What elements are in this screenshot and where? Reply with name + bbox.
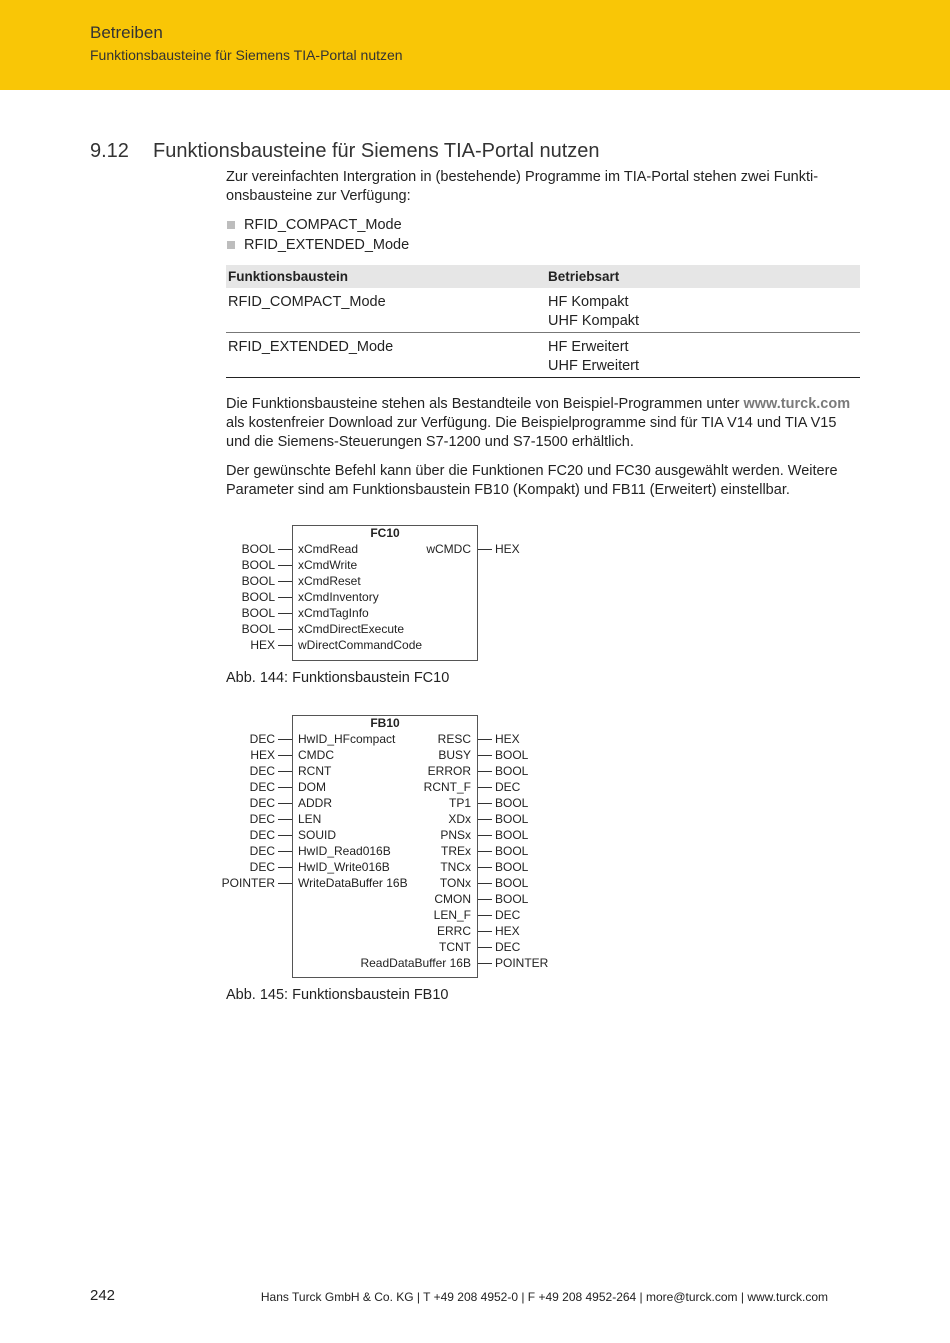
input-type: HEX xyxy=(250,638,275,652)
list-item: RFID_EXTENDED_Mode xyxy=(226,236,860,256)
fc10-input-pin xyxy=(0,621,950,637)
output-name: RESC xyxy=(437,732,471,746)
list-item: RFID_COMPACT_Mode xyxy=(226,216,860,236)
fb10-output-pin xyxy=(0,811,950,827)
output-type: BOOL xyxy=(495,764,529,778)
output-connector-line xyxy=(478,931,492,932)
output-type: BOOL xyxy=(495,796,529,810)
output-type: BOOL xyxy=(495,748,529,762)
output-connector-line xyxy=(478,963,492,964)
table-header-block: Funktionsbaustein xyxy=(226,265,546,288)
fb10-output-pin xyxy=(0,763,950,779)
input-name: xCmdWrite xyxy=(298,558,358,572)
output-name: TREx xyxy=(441,844,471,858)
input-type: DEC xyxy=(249,828,275,842)
input-type: BOOL xyxy=(241,542,275,556)
bullet-square-icon xyxy=(227,221,235,229)
output-name: RCNT_F xyxy=(423,780,471,794)
table-row xyxy=(226,333,860,378)
section-title: Funktionsbausteine für Siemens TIA-Portal nutzen xyxy=(153,140,600,162)
output-connector-line xyxy=(478,771,492,772)
output-name: CMON xyxy=(434,892,471,906)
output-name: PNSx xyxy=(440,828,471,842)
input-name: HwID_HFcompact xyxy=(298,732,396,746)
fb10-output-pin xyxy=(0,939,950,955)
table-cell-block: RFID_COMPACT_Mode xyxy=(226,288,546,333)
fb10-output-pin xyxy=(0,923,950,939)
page-header xyxy=(0,0,950,90)
header-title: Betreiben xyxy=(90,23,163,42)
input-name: xCmdDirectExecute xyxy=(298,622,405,636)
input-name: LEN xyxy=(298,812,322,826)
table-cell-modes: HF Kompakt UHF Kompakt xyxy=(546,288,860,333)
fc10-output-pin xyxy=(0,541,950,557)
output-type: BOOL xyxy=(495,812,529,826)
download-paragraph: Die Funktionsbausteine stehen als Bestandteile von Beispiel-Programmen unter www.turck.com als kostenfreier Download zur Verfügung. Die Beispielprogramme sind für TIA V14 und TIA V15 und die Siemens-Steuerungen S7-1200 und S7-1500 erhältlich. xyxy=(226,396,851,450)
input-type: DEC xyxy=(249,732,275,746)
fc10-input-pin xyxy=(0,637,950,653)
input-connector-line xyxy=(278,581,292,582)
input-name: DOM xyxy=(298,780,326,794)
bullet-list xyxy=(226,216,860,255)
output-type: BOOL xyxy=(495,892,529,906)
input-name: ADDR xyxy=(298,796,333,810)
fb10-output-pin xyxy=(0,955,950,971)
header-subtitle: Funktionsbausteine für Siemens TIA-Portal nutzen xyxy=(90,47,403,63)
input-type: HEX xyxy=(250,748,275,762)
page-number: 242 xyxy=(90,1287,116,1304)
input-name: SOUID xyxy=(298,828,337,842)
output-name: TNCx xyxy=(440,860,471,874)
output-connector-line xyxy=(478,851,492,852)
input-name: HwID_Write016B xyxy=(298,860,390,874)
fc10-input-pin xyxy=(0,557,950,573)
output-type: BOOL xyxy=(495,860,529,874)
output-name: BUSY xyxy=(438,748,471,762)
output-connector-line xyxy=(478,947,492,948)
input-connector-line xyxy=(278,613,292,614)
input-type: DEC xyxy=(249,860,275,874)
fb10-output-pin xyxy=(0,747,950,763)
input-type: POINTER xyxy=(221,876,275,890)
output-type: DEC xyxy=(495,940,521,954)
output-type: DEC xyxy=(495,908,521,922)
fb10-block-diagram xyxy=(0,715,950,980)
table-row xyxy=(226,288,860,333)
input-type: BOOL xyxy=(241,558,275,572)
output-type: POINTER xyxy=(495,956,549,970)
input-name: xCmdRead xyxy=(298,542,359,556)
output-connector-line xyxy=(478,755,492,756)
fb10-output-pin xyxy=(0,875,950,891)
output-connector-line xyxy=(478,915,492,916)
output-type: BOOL xyxy=(495,844,529,858)
output-connector-line xyxy=(478,883,492,884)
input-type: BOOL xyxy=(241,606,275,620)
input-type: BOOL xyxy=(241,622,275,636)
turck-link[interactable]: www.turck.com xyxy=(743,396,851,412)
input-name: xCmdTagInfo xyxy=(298,606,369,620)
input-name: RCNT xyxy=(298,764,332,778)
fc10-caption: Abb. 144: Funktionsbaustein FC10 xyxy=(226,670,450,686)
output-type: HEX xyxy=(495,924,520,938)
output-connector-line xyxy=(478,819,492,820)
output-name: TONx xyxy=(439,876,471,890)
output-type: BOOL xyxy=(495,828,529,842)
fc10-input-pin xyxy=(0,573,950,589)
output-name: wCMDC xyxy=(426,542,471,556)
output-type: DEC xyxy=(495,780,521,794)
input-type: BOOL xyxy=(241,574,275,588)
input-name: WriteDataBuffer 16B xyxy=(298,876,408,890)
input-name: HwID_Read016B xyxy=(298,844,391,858)
section-number: 9.12 xyxy=(90,140,129,162)
fb10-output-pin xyxy=(0,827,950,843)
input-connector-line xyxy=(278,597,292,598)
output-connector-line xyxy=(478,787,492,788)
output-connector-line xyxy=(478,867,492,868)
table-cell-block: RFID_EXTENDED_Mode xyxy=(226,333,546,378)
fb10-output-pin xyxy=(0,891,950,907)
mode-table xyxy=(226,265,860,378)
output-name: ERRC xyxy=(436,924,471,938)
fb10-output-pin xyxy=(0,907,950,923)
fb10-output-pin xyxy=(0,731,950,747)
input-type: DEC xyxy=(249,764,275,778)
output-connector-line xyxy=(478,835,492,836)
fb10-output-pin xyxy=(0,843,950,859)
input-type: DEC xyxy=(249,796,275,810)
input-name: xCmdReset xyxy=(298,574,361,588)
input-name: wDirectCommandCode xyxy=(298,638,423,652)
output-type: BOOL xyxy=(495,876,529,890)
footer-contact: Hans Turck GmbH & Co. KG | T +49 208 4952-0 | F +49 208 4952-264 | more@turck.com | www.turck.com xyxy=(260,1290,828,1304)
output-name: ReadDataBuffer 16B xyxy=(360,956,471,970)
output-name: TP1 xyxy=(448,796,471,810)
table-header-row xyxy=(226,265,860,288)
fb10-title: FB10 xyxy=(370,716,400,730)
output-type: HEX xyxy=(495,732,520,746)
output-name: XDx xyxy=(448,812,471,826)
input-connector-line xyxy=(278,645,292,646)
fc10-block-diagram xyxy=(0,525,950,665)
command-paragraph: Der gewünschte Befehl kann über die Funktionen FC20 und FC30 ausgewählt werden. Weitere Parameter sind am Funktionsbaustein FB10 (Kompakt) und FB11 (Erweitert) einstellbar. xyxy=(226,463,838,498)
input-type: BOOL xyxy=(241,590,275,604)
output-connector-line xyxy=(478,803,492,804)
fb10-caption: Abb. 145: Funktionsbaustein FB10 xyxy=(226,987,449,1003)
input-connector-line xyxy=(278,565,292,566)
fb10-output-pin xyxy=(0,795,950,811)
output-connector-line xyxy=(478,899,492,900)
input-type: DEC xyxy=(249,812,275,826)
fb10-output-pin xyxy=(0,779,950,795)
input-type: DEC xyxy=(249,844,275,858)
fc10-input-pin xyxy=(0,589,950,605)
fc10-input-pin xyxy=(0,605,950,621)
fb10-output-pin xyxy=(0,859,950,875)
input-name: CMDC xyxy=(298,748,334,762)
input-connector-line xyxy=(278,629,292,630)
table-header-mode: Betriebsart xyxy=(546,265,860,288)
output-connector-line xyxy=(478,549,492,550)
output-connector-line xyxy=(478,739,492,740)
output-name: ERROR xyxy=(427,764,471,778)
output-name: TCNT xyxy=(439,940,471,954)
fc10-title: FC10 xyxy=(370,526,400,540)
input-name: xCmdInventory xyxy=(298,590,379,604)
bullet-square-icon xyxy=(227,241,235,249)
intro-paragraph: Zur vereinfachten Intergration in (bestehende) Programme im TIA-Portal stehen zwei Funktionsbausteine zur Verfügung: xyxy=(226,169,819,204)
input-type: DEC xyxy=(249,780,275,794)
output-name: LEN_F xyxy=(433,908,471,922)
table-cell-modes: HF Erweitert UHF Erweitert xyxy=(546,333,860,378)
output-type: HEX xyxy=(495,542,520,556)
